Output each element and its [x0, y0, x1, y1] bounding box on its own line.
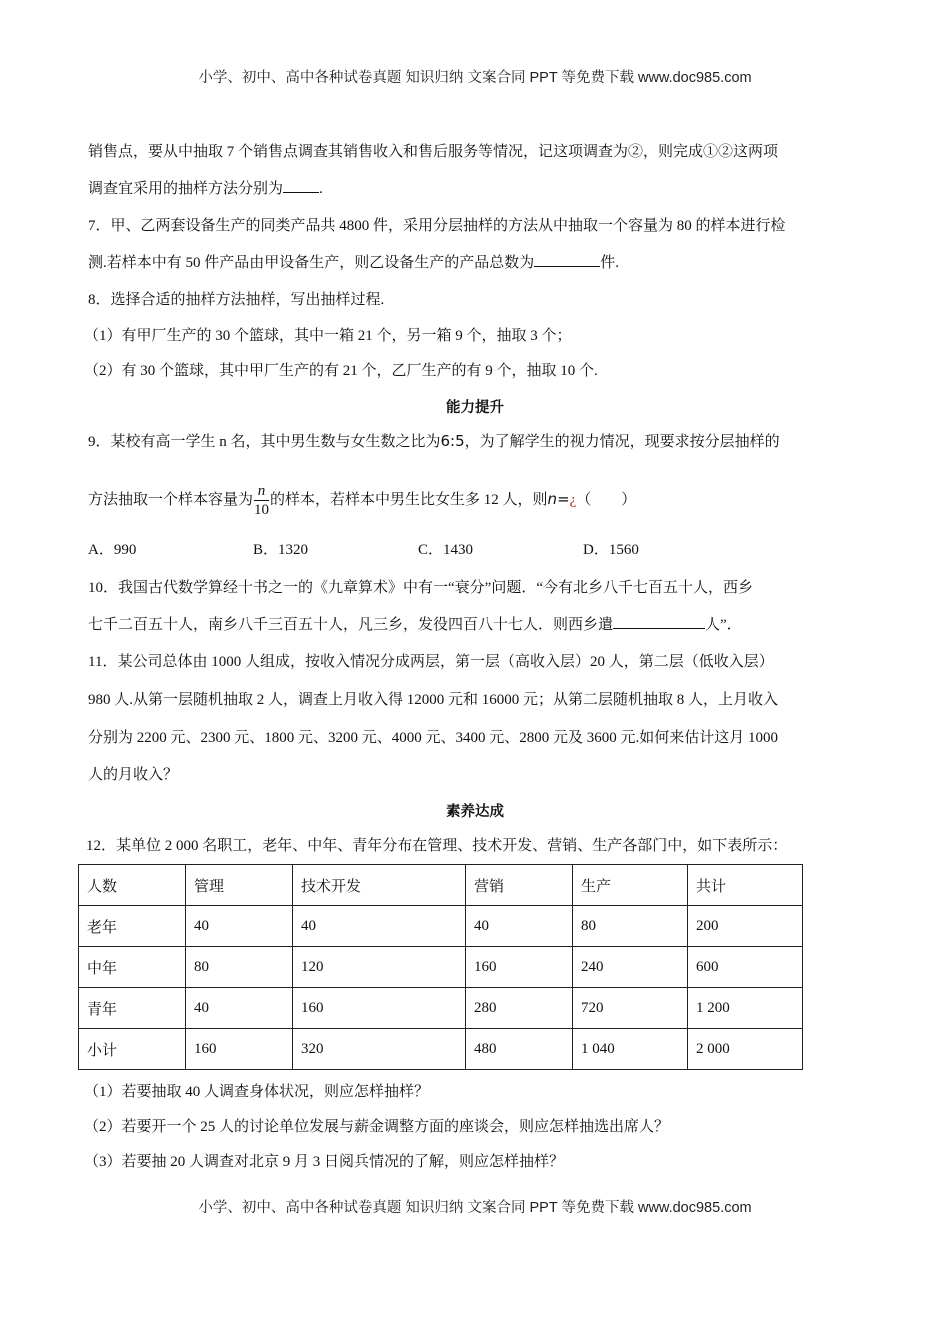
q12-sub-2: （2）若要开一个 25 人的讨论单位发展与薪金调整方面的座谈会，则应怎样抽选出席人？	[84, 1119, 670, 1135]
q9-line-2	[88, 482, 636, 519]
table-header-row	[79, 865, 803, 906]
table-cell: 280	[466, 988, 573, 1029]
q11-line-2: 980 人.从第一层随机抽取 2 人，调查上月收入得 12000 元和 16000 元；从第二层随机抽取 8 人，上月收入	[88, 692, 779, 708]
fraction-numerator: n	[254, 482, 269, 501]
answer-blank	[613, 614, 705, 629]
fraction-n-over-10	[254, 482, 269, 519]
table-header-cell: 共计	[688, 865, 803, 906]
q9-render-glyph: ¿	[569, 491, 577, 508]
table-cell: 600	[688, 947, 803, 988]
table-cell: 1 200	[688, 988, 803, 1029]
table-cell: 160	[186, 1029, 293, 1070]
q9-line-1-text: 9．某校有高一学生 n 名，其中男生数与女生数之比为	[88, 434, 441, 450]
table-row	[79, 1029, 803, 1070]
table-header-cell: 生产	[573, 865, 688, 906]
q11-line-3: 分别为 2200 元、2300 元、1800 元、3200 元、4000 元、3400 元、2800 元及 3600 元.如何来估计这月 1000	[88, 730, 779, 746]
q6-line-2-end: .	[319, 181, 323, 197]
table-row	[79, 906, 803, 947]
table-cell: 40	[186, 988, 293, 1029]
q6-line-1: 销售点，要从中抽取 7 个销售点调查其销售收入和售后服务等情况，记这项调查为②，则完成①②这两项	[88, 144, 779, 160]
q9-line-2-text: 方法抽取一个样本容量为	[88, 491, 254, 508]
table-header-cell: 管理	[186, 865, 293, 906]
table-cell: 200	[688, 906, 803, 947]
q7-line-2-end: 件.	[600, 255, 620, 271]
section-title-literacy: 素养达成	[446, 804, 504, 820]
table-cell: 240	[573, 947, 688, 988]
table-cell: 320	[293, 1029, 466, 1070]
table-cell: 80	[186, 947, 293, 988]
table-cell: 老年	[79, 906, 186, 947]
q7-line-2-text: 测.若样本中有 50 件产品由甲设备生产，则乙设备生产的产品总数为	[88, 255, 535, 271]
option-a: A．990	[88, 542, 137, 558]
q7-line-2	[88, 251, 619, 272]
q8-stem: 8．选择合适的抽样方法抽样，写出抽样过程.	[88, 292, 385, 308]
table-cell: 80	[573, 906, 688, 947]
fraction-denominator: 10	[254, 502, 270, 518]
table-header-cell: 技术开发	[293, 865, 466, 906]
table-cell: 40	[466, 906, 573, 947]
table-cell: 160	[293, 988, 466, 1029]
table-header-cell: 人数	[79, 865, 186, 906]
table-cell: 40	[293, 906, 466, 947]
q10-line-2-text: 七千二百五十人，南乡八千三百五十人，凡三乡，发役四百八十七人．则西乡遣	[88, 617, 614, 633]
q10-line-2	[88, 613, 742, 634]
q11-line-4: 人的月收入？	[88, 767, 179, 783]
section-title-ability: 能力提升	[446, 400, 504, 416]
option-b: B．1320	[253, 542, 309, 558]
q9-answer-paren: （ ）	[576, 491, 637, 508]
page-header-banner: 小学、初中、高中各种试卷真题 知识归纳 文案合同 PPT 等免费下载 www.doc985.com	[198, 70, 752, 86]
table-cell: 小计	[79, 1029, 186, 1070]
option-c: C．1430	[418, 542, 474, 558]
answer-blank	[283, 178, 319, 193]
answer-blank	[534, 252, 600, 267]
q9-line-2-mid: 的样本，若样本中男生比女生多 12 人，则	[270, 491, 548, 508]
option-d: D．1560	[583, 542, 639, 558]
table-row	[79, 988, 803, 1029]
q10-line-1: 10．我国古代数学算经十书之一的《九章算术》中有一“衰分”问题．“今有北乡八千七百五十人，西乡	[88, 580, 753, 596]
table-cell: 40	[186, 906, 293, 947]
q8-sub-1: （1）有甲厂生产的 30 个篮球，其中一箱 21 个，另一箱 9 个，抽取 3 个；	[84, 328, 572, 344]
q10-line-2-end: 人”．	[705, 617, 742, 633]
q9-equals: =	[557, 489, 570, 508]
q9-line-1	[88, 430, 780, 451]
q9-line-1-rest: ，为了解学生的视力情况，现要求按分层抽样的	[464, 434, 780, 450]
table-cell: 720	[573, 988, 688, 1029]
q12-sub-1: （1）若要抽取 40 人调查身体状况，则应怎样抽样？	[84, 1084, 430, 1100]
table-cell: 青年	[79, 988, 186, 1029]
q6-line-2	[88, 177, 323, 198]
table-header-cell: 营销	[466, 865, 573, 906]
table-row	[79, 947, 803, 988]
page-footer-banner: 小学、初中、高中各种试卷真题 知识归纳 文案合同 PPT 等免费下载 www.doc985.com	[198, 1200, 752, 1216]
table-cell: 2 000	[688, 1029, 803, 1070]
staff-distribution-table	[78, 864, 803, 1070]
q9-ratio: 6:5	[440, 432, 465, 450]
table-cell: 1 040	[573, 1029, 688, 1070]
q11-line-1: 11．某公司总体由 1000 人组成，按收入情况分成两层，第一层（高收入层）20 人，第二层（低收入层）	[88, 654, 774, 670]
q7-line-1: 7．甲、乙两套设备生产的同类产品共 4800 件，采用分层抽样的方法从中抽取一个容量为 80 的样本进行检	[88, 218, 786, 234]
table-cell: 中年	[79, 947, 186, 988]
q12-stem: 12．某单位 2 000 名职工，老年、中年、青年分布在管理、技术开发、营销、生产各部门中，如下表所示：	[86, 838, 788, 854]
q6-line-2-text: 调查宜采用的抽样方法分别为	[88, 181, 284, 197]
table-cell: 160	[466, 947, 573, 988]
q9-variable-n: n	[547, 489, 558, 508]
q12-sub-3: （3）若要抽 20 人调查对北京 9 月 3 日阅兵情况的了解，则应怎样抽样？	[84, 1154, 565, 1170]
table-cell: 120	[293, 947, 466, 988]
q8-sub-2: （2）有 30 个篮球，其中甲厂生产的有 21 个，乙厂生产的有 9 个，抽取 10 个.	[84, 363, 598, 379]
table-cell: 480	[466, 1029, 573, 1070]
